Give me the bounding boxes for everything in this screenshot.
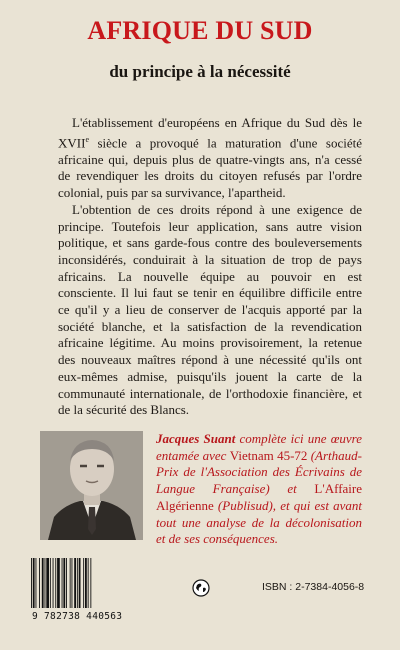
barcode-bar [33,558,35,608]
author-name: Jacques Suant [156,431,236,446]
synopsis-paragraph-2: L'obtention de ces droits répond à une exigence de principe. Toutefois leur application, sans autre vision politique, et sans garde-fous contre des bouleversements inconsidérés, conduirait à la situation de trop de pays africains. La nouvelle équipe au pouvoir en est consciente. Il lui faut se tenir en équilibre difficile entre ce qu'il y a lieu de conserver de l'acquis apporté par la société blanche, et la satisfaction de la revendication africaine légitime. Au moins provisoirement, la retenue des nouveaux maîtres répond à une nécessité qu'ils ont eux-mêmes admise, puisqu'ils jouent la carte de la communauté internationale, de l'orthodoxie financière, et de la sécurité des Blancs. [58,201,362,418]
barcode-bar [53,558,54,608]
barcode-bar [77,558,78,608]
book-reference: Vietnam 45-72 [229,447,308,463]
author-bio [156,431,362,548]
barcode-bar [55,558,56,608]
barcode-bar [62,558,63,608]
book-reference: L'Affaire Algérienne [156,481,362,513]
bio-text: (Arthaud-Prix de l'Association des Écrivains de Langue Française) et [156,447,362,497]
barcode-bar [83,558,84,608]
barcode-bar [72,558,73,608]
barcode-bar [39,558,40,608]
barcode-bar [90,558,91,608]
barcode-bar [57,558,60,608]
bio-text: complète ici une œuvre entamée avec [156,431,362,463]
barcode [30,558,120,608]
barcode-bar [50,558,51,608]
synopsis [58,115,362,419]
barcode-bar [42,558,44,608]
barcode-bar [45,558,46,608]
barcode-bar [70,558,71,608]
synopsis-paragraph-1 [58,115,362,202]
barcode-bar [63,558,65,608]
barcode-digits: 9 782738 440563 [32,611,123,622]
globe-icon [192,579,210,597]
bio-text: (Publisud), et qui est avant tout une analyse de la décolonisation et de ses conséquences. [156,497,362,547]
barcode-bar [66,558,67,608]
author-portrait-icon [40,431,143,540]
barcode-bar [85,558,87,608]
century-superscript: e [85,134,89,144]
barcode-bar [46,558,49,608]
barcode-bar [79,558,81,608]
synopsis-text: L'établissement d'européens en Afrique du Sud dès le XVII [58,115,362,151]
author-photo [40,431,143,540]
isbn-number: ISBN : 2-7384-4056-8 [262,581,365,593]
barcode-bar [36,558,37,608]
book-title: AFRIQUE DU SUD [87,16,313,45]
synopsis-text: siècle a provoqué la maturation d'une société africaine qui, depuis plus de quatre-vingts ans, n'a cessé de revendiquer les droits du citoyen refusés par l'ordre colonial, puis par sa survivance, l'apartheid. [58,135,362,201]
barcode-bar [88,558,89,608]
barcode-bar [74,558,76,608]
book-subtitle: du principe à la nécessité [109,62,291,81]
barcode-bar [31,558,32,608]
